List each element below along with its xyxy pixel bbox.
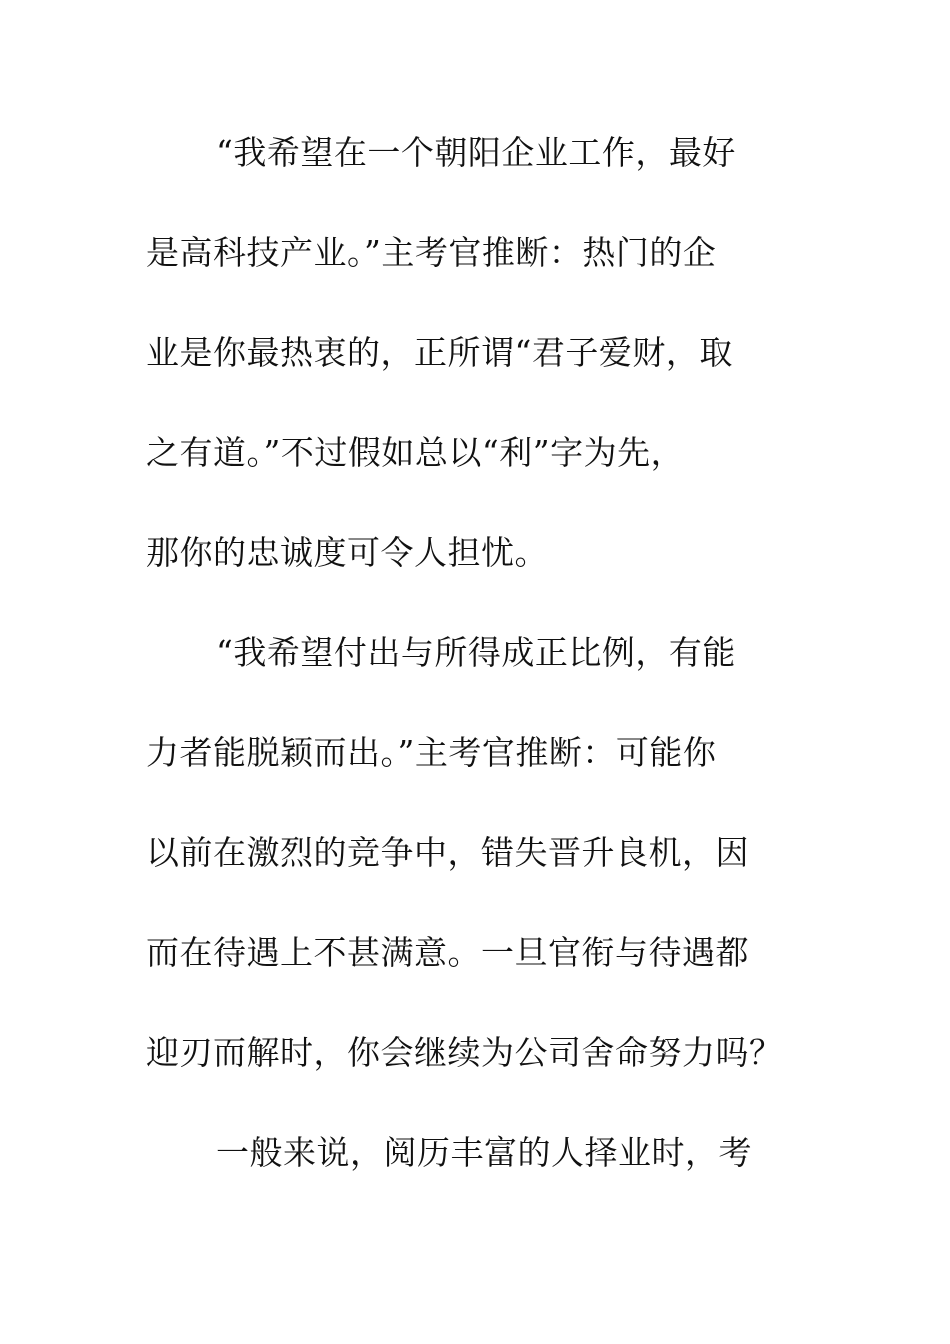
text-line: 迎刃而解时，你会继续为公司舍命努力吗？	[146, 1033, 783, 1072]
text-line: 那你的忠诚度可令人担忧。	[146, 533, 548, 572]
text-line: “我希望在一个朝阳企业工作，最好	[216, 133, 736, 172]
text-line: 之有道。”不过假如总以“利”字为先，	[146, 433, 685, 472]
text-line: “我希望付出与所得成正比例，有能	[216, 633, 736, 672]
text-line: 业是你最热衷的，正所谓“君子爱财，取	[146, 333, 733, 372]
text-line: 力者能脱颖而出。”主考官推断：可能你	[146, 733, 717, 772]
text-line: 而在待遇上不甚满意。一旦官衔与待遇都	[146, 933, 749, 972]
text-line: 以前在激烈的竞争中，错失晋升良机，因	[146, 833, 749, 872]
text-line: 是高科技产业。”主考官推断：热门的企	[146, 233, 717, 272]
text-line: 一般来说，阅历丰富的人择业时，考	[216, 1133, 752, 1172]
